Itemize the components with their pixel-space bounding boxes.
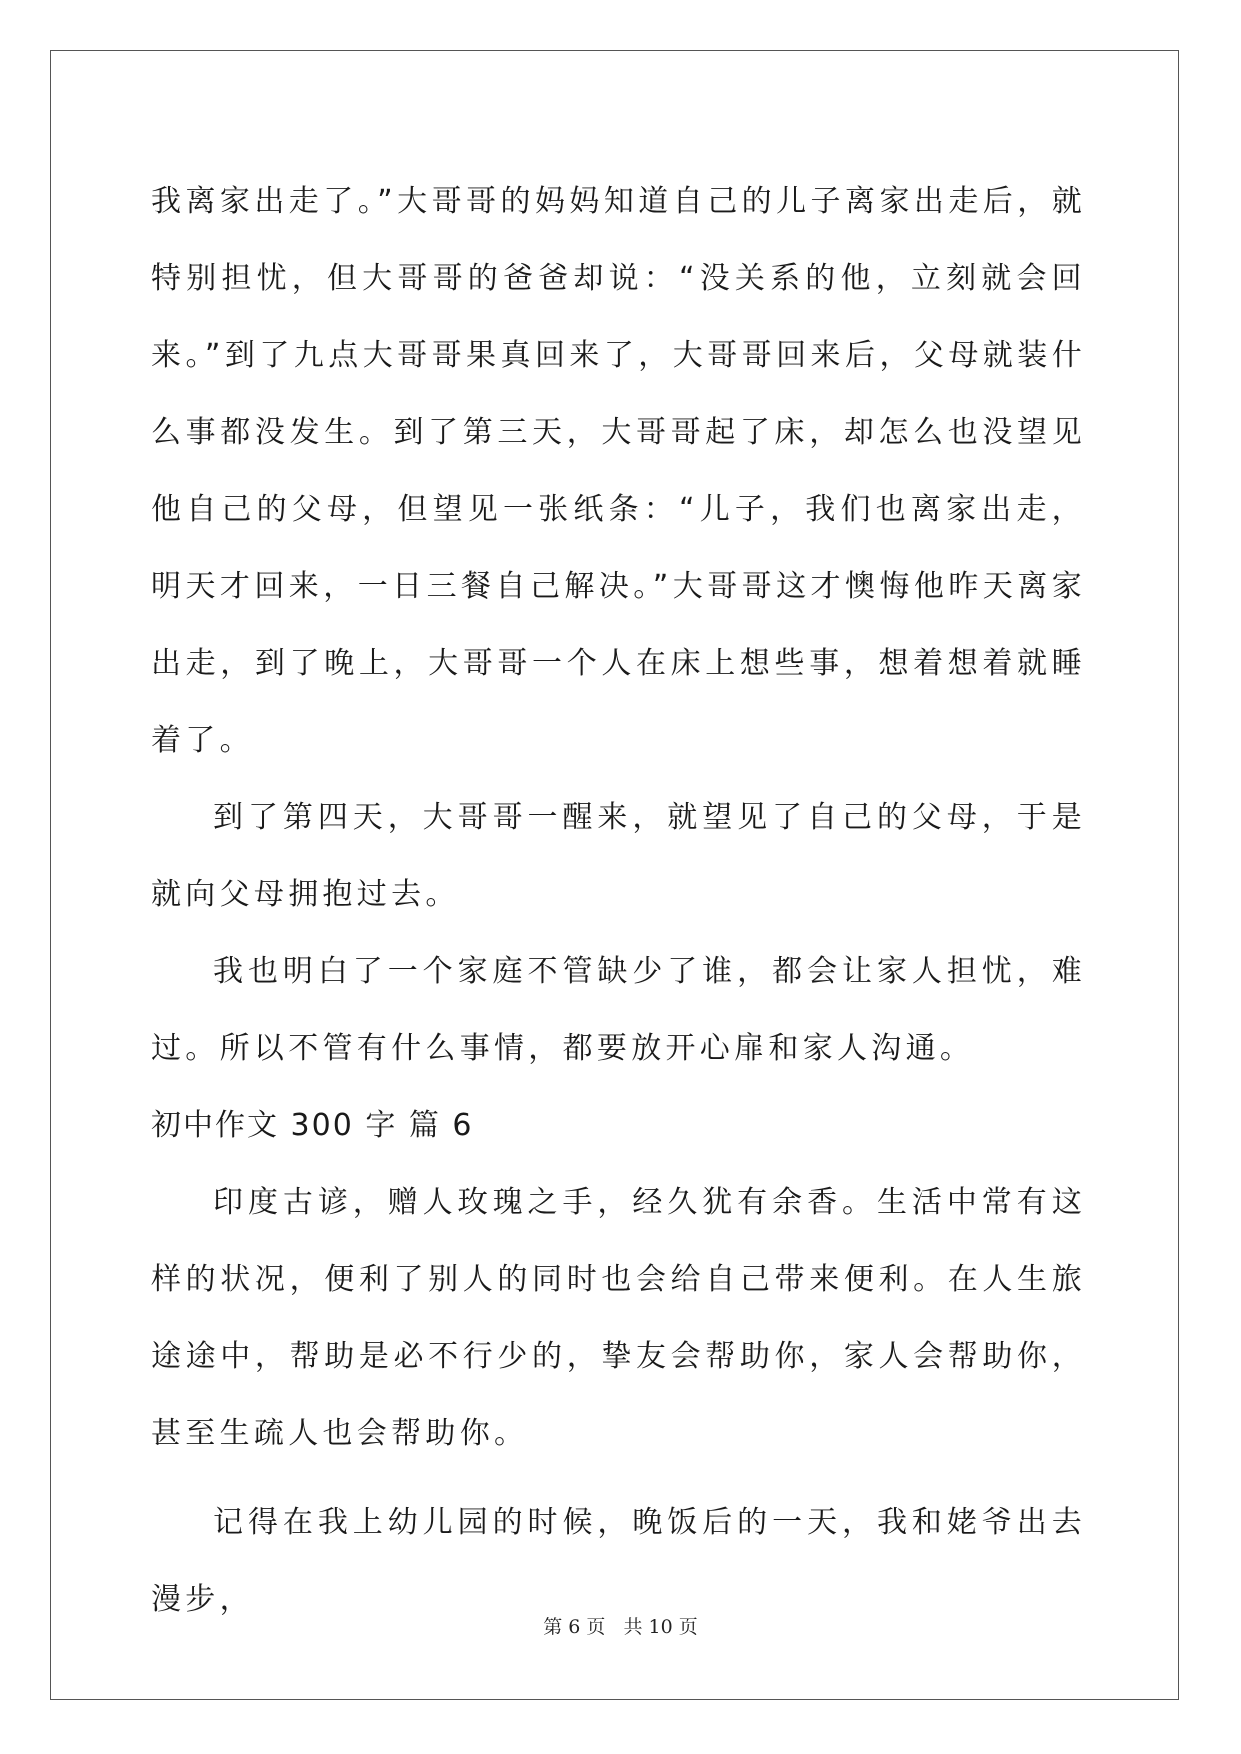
document-body <box>151 163 1086 1638</box>
page-footer <box>0 1612 1241 1639</box>
paragraph-gap <box>151 1472 1086 1484</box>
paragraph-5: 记得在我上幼儿园的时候，晚饭后的一天，我和姥爷出去漫步， <box>151 1505 1086 1617</box>
page-number: 第 6 页 <box>543 1616 606 1638</box>
paragraph-4: 印度古谚，赠人玫瑰之手，经久犹有余香。生活中常有这样的状况，便利了别人的同时也会给自己带来便利。在人生旅途途中，帮助是必不行少的，挚友会帮助你，家人会帮助你，甚至生疏人也会帮助你。 <box>151 1185 1086 1451</box>
paragraph-1: 我离家出走了。”大哥哥的妈妈知道自己的儿子离家出走后，就特别担忧，但大哥哥的爸爸却说：“没关系的他，立刻就会回来。”到了九点大哥哥果真回来了，大哥哥回来后，父母就装什么事都没发生。到了第三天，大哥哥起了床，却怎么也没望见他自己的父母，但望见一张纸条：“儿子，我们也离家出走，明天才回来，一日三餐自己解决。”大哥哥这才懊悔他昨天离家出走，到了晚上，大哥哥一个人在床上想些事，想着想着就睡着了。 <box>151 184 1086 758</box>
page-total: 共 10 页 <box>623 1616 698 1638</box>
paragraph-3: 我也明白了一个家庭不管缺少了谁，都会让家人担忧，难过。所以不管有什么事情，都要放开心扉和家人沟通。 <box>151 954 1086 1066</box>
paragraph-2: 到了第四天，大哥哥一醒来，就望见了自己的父母，于是就向父母拥抱过去。 <box>151 800 1086 912</box>
section-heading: 初中作文 300 字 篇 6 <box>151 1108 474 1143</box>
